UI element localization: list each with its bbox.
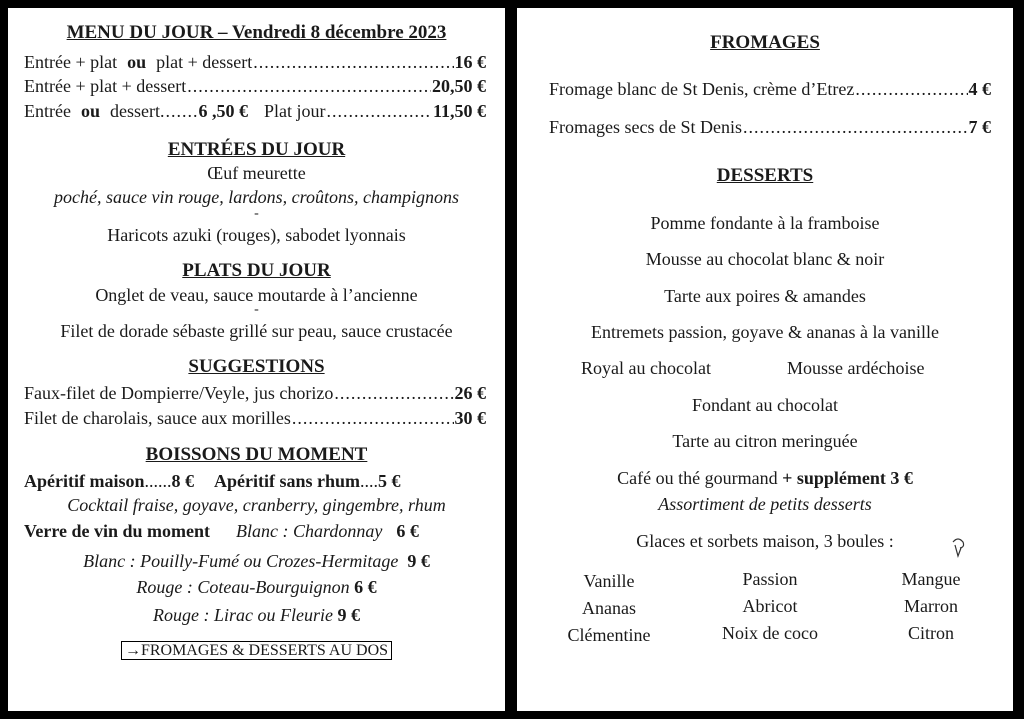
entree-2-name: Haricots azuki (rouges), sabodet lyonnais <box>107 225 406 245</box>
right-menu-page <box>517 8 1013 711</box>
wine-1: Blanc : Pouilly-Fumé ou Crozes-Hermitage 9 € <box>83 551 430 571</box>
ice-cream-icon <box>949 536 967 558</box>
flavor-item: Noix de coco <box>722 623 818 643</box>
verre-row: Verre de vin du moment Blanc : Chardonnay 6 € <box>24 521 419 541</box>
menu-title: MENU DU JOUR – Vendredi 8 décembre 2023 <box>66 22 447 43</box>
flavor-item: Marron <box>904 596 958 616</box>
aperitifs-row: Apéritif maison ...... 8 € Apéritif sans rhum .... 5 € <box>24 471 401 491</box>
suggestions-heading: SUGGESTIONS <box>188 356 325 377</box>
flavor-item: Ananas <box>582 598 636 618</box>
suggestion-row: Faux-filet de Dompierre/Veyle, jus chorizo ..... 26 € <box>24 383 486 404</box>
flavor-item: Abricot <box>742 596 798 616</box>
wine-3: Rouge : Lirac ou Fleurie 9 € <box>153 605 360 625</box>
fromage-row: Fromage blanc de St Denis, crème d’Etrez ..... 4 € <box>549 79 991 100</box>
separator: - <box>254 302 259 317</box>
wine-2: Rouge : Coteau-Bourguignon 6 € <box>136 577 377 597</box>
footer-note: →FROMAGES & DESSERTS AU DOS <box>8 642 505 660</box>
entrees-heading: ENTRÉES DU JOUR <box>167 139 346 160</box>
left-menu-page <box>8 8 505 711</box>
assortiment: Assortiment de petits desserts <box>658 494 872 514</box>
dessert-item: Tarte aux poires & amandes <box>664 286 866 306</box>
separator: - <box>254 206 259 221</box>
formula-row-3: Entrée ou dessert ....... 6 ,50 € Plat jour ..... 11,50 € <box>24 101 486 122</box>
dessert-item: Entremets passion, goyave & ananas à la vanille <box>591 322 939 342</box>
dessert-item: Tarte au citron meringuée <box>672 431 858 451</box>
flavor-item: Passion <box>742 569 798 589</box>
dessert-item: Mousse au chocolat blanc & noir <box>645 249 885 269</box>
plat-2: Filet de dorade sébaste grillé sur peau, sauce crustacée <box>60 321 453 341</box>
fromage-row: Fromages secs de St Denis ..... 7 € <box>549 117 991 138</box>
dessert-item: Royal au chocolat <box>581 358 711 378</box>
formula-price: 20,50 € <box>432 76 486 96</box>
formula-row-2: Entrée + plat + dessert ..... 20,50 € <box>24 76 486 97</box>
dessert-item: Fondant au chocolat <box>692 395 838 415</box>
entree-1-desc: poché, sauce vin rouge, lardons, croûtons, champignons <box>54 187 459 207</box>
fromages-heading: FROMAGES <box>710 32 820 53</box>
flavor-item: Clémentine <box>567 625 651 645</box>
flavor-column <box>851 566 1011 647</box>
plat-1: Onglet de veau, sauce moutarde à l’ancienne <box>95 285 418 305</box>
flavor-item: Citron <box>907 623 954 643</box>
desserts-heading: DESSERTS <box>716 165 814 186</box>
flavor-item: Vanille <box>583 571 635 591</box>
boissons-heading: BOISSONS DU MOMENT <box>145 444 368 465</box>
glaces-line: Glaces et sorbets maison, 3 boules : <box>636 531 894 551</box>
suggestion-row: Filet de charolais, sauce aux morilles ..... 30 € <box>24 408 486 429</box>
dessert-item: Mousse ardéchoise <box>787 358 925 378</box>
flavor-item: Mangue <box>901 569 961 589</box>
formula-price: 16 € <box>454 52 486 72</box>
entree-1-name: Œuf meurette <box>207 163 306 183</box>
flavor-column <box>690 566 850 647</box>
plats-heading: PLATS DU JOUR <box>182 260 331 281</box>
flavor-column <box>529 568 689 649</box>
formula-row-1: Entrée + plat ou plat + dessert ..... 16 € <box>24 52 486 73</box>
cocktail: Cocktail fraise, goyave, cranberry, gingembre, rhum <box>67 495 446 515</box>
cafe-gourmand: Café ou thé gourmand + supplément 3 € <box>617 468 913 488</box>
dessert-item: Pomme fondante à la framboise <box>650 213 880 233</box>
